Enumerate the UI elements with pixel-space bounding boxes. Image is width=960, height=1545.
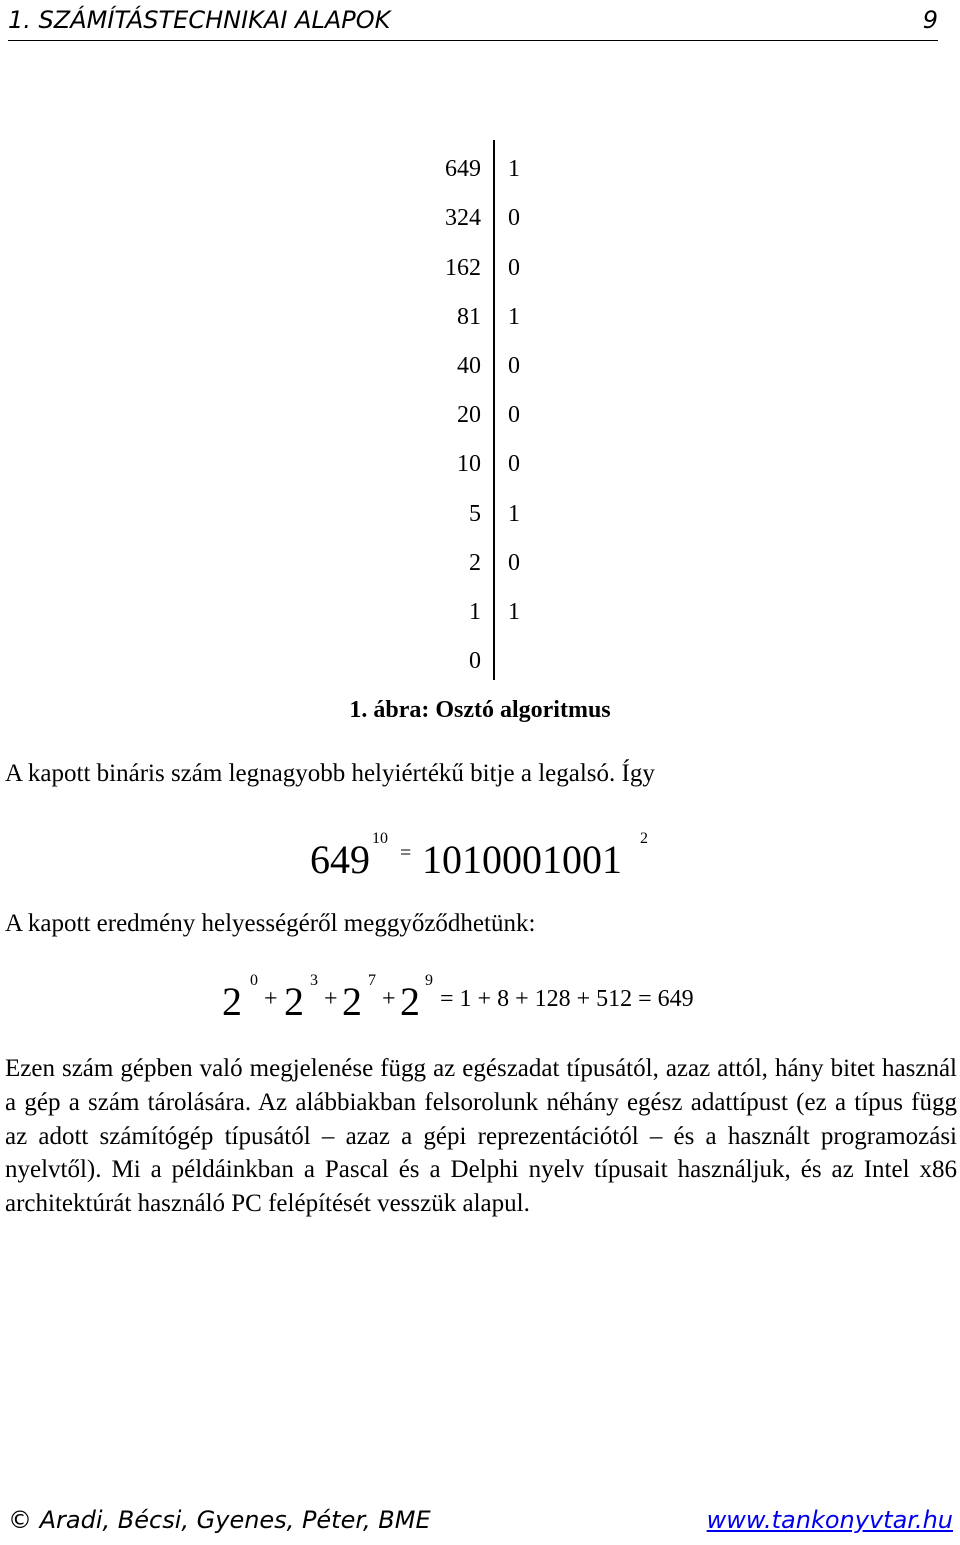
quotient: 0: [469, 648, 481, 674]
division-row: [400, 255, 580, 295]
division-row: [400, 550, 580, 590]
quotient: 20: [457, 402, 481, 428]
remainder: 0: [508, 353, 520, 379]
quotient: 10: [457, 451, 481, 477]
remainder: 0: [508, 550, 520, 576]
power-exponent: 7: [368, 972, 376, 989]
remainder: 0: [508, 255, 520, 281]
verification-equation: [222, 970, 782, 1030]
division-row: [400, 451, 580, 491]
quotient: 40: [457, 353, 481, 379]
power-base: 2: [400, 979, 420, 1024]
quotient: 649: [445, 156, 481, 182]
remainder: 1: [508, 304, 520, 330]
quotient: 2: [469, 550, 481, 576]
division-row: [400, 353, 580, 393]
quotient: 81: [457, 304, 481, 330]
power-exponent: 0: [250, 972, 258, 989]
conversion-equation: [310, 826, 670, 886]
power-base: 2: [284, 979, 304, 1024]
plus-sign: +: [382, 986, 396, 1012]
remainder: 1: [508, 599, 520, 625]
binary-value: 1010001001: [422, 837, 622, 882]
quotient: 1: [469, 599, 481, 625]
power-exponent: 3: [310, 972, 318, 989]
page-number: 9: [922, 6, 938, 34]
division-row: [400, 304, 580, 344]
copyright-notice: © Aradi, Bécsi, Gyenes, Péter, BME: [8, 1506, 431, 1534]
decimal-value: 649: [310, 837, 370, 882]
equation-result: = 1 + 8 + 128 + 512 = 649: [440, 986, 694, 1012]
equals-sign: =: [400, 842, 412, 864]
body-paragraph: Ezen szám gépben való megjelenése függ az egészadat típusától, azaz attól, hány bitet használ a gép a szám tárolására. Az alábbiakban felsorolunk néhány egész adattípust (ez a típus függ az adott számítógép típusától – azaz a gépi reprezentációtól – és a használt programozási nyelvtől). Mi a példáinkban a Pascal és a Delphi nyelv típusait használjuk, és az Intel x86 architektúrát használó PC felépítését vesszük alapul.: [5, 1055, 957, 1218]
page-header: [8, 4, 938, 41]
website-link[interactable]: www.tankonyvtar.hu: [706, 1506, 953, 1534]
body-text-line: A kapott eredmény helyességéről meggyőződhetünk:: [5, 910, 536, 937]
plus-sign: +: [264, 986, 278, 1012]
remainder: 1: [508, 501, 520, 527]
division-row: [400, 205, 580, 245]
division-row: [400, 599, 580, 639]
figure-caption: 1. ábra: Osztó algoritmus: [349, 697, 611, 723]
division-row: [400, 156, 580, 196]
division-row: [400, 501, 580, 541]
chapter-title: 1. SZÁMÍTÁSTECHNIKAI ALAPOK: [8, 6, 391, 34]
remainder: 1: [508, 156, 520, 182]
quotient: 5: [469, 501, 481, 527]
power-exponent: 9: [425, 972, 433, 989]
decimal-base: 10: [372, 830, 388, 847]
body-text-line: A kapott bináris szám legnagyobb helyiértékű bitje a legalsó. Így: [5, 760, 655, 787]
division-row: [400, 648, 580, 688]
division-algorithm-table: [400, 140, 600, 685]
division-row: [400, 402, 580, 442]
quotient: 162: [445, 255, 481, 281]
plus-sign: +: [324, 986, 338, 1012]
binary-base: 2: [640, 830, 648, 847]
page-footer: [8, 1500, 953, 1540]
remainder: 0: [508, 451, 520, 477]
power-base: 2: [222, 979, 242, 1024]
remainder: 0: [508, 205, 520, 231]
remainder: 0: [508, 402, 520, 428]
quotient: 324: [445, 205, 481, 231]
power-base: 2: [342, 979, 362, 1024]
